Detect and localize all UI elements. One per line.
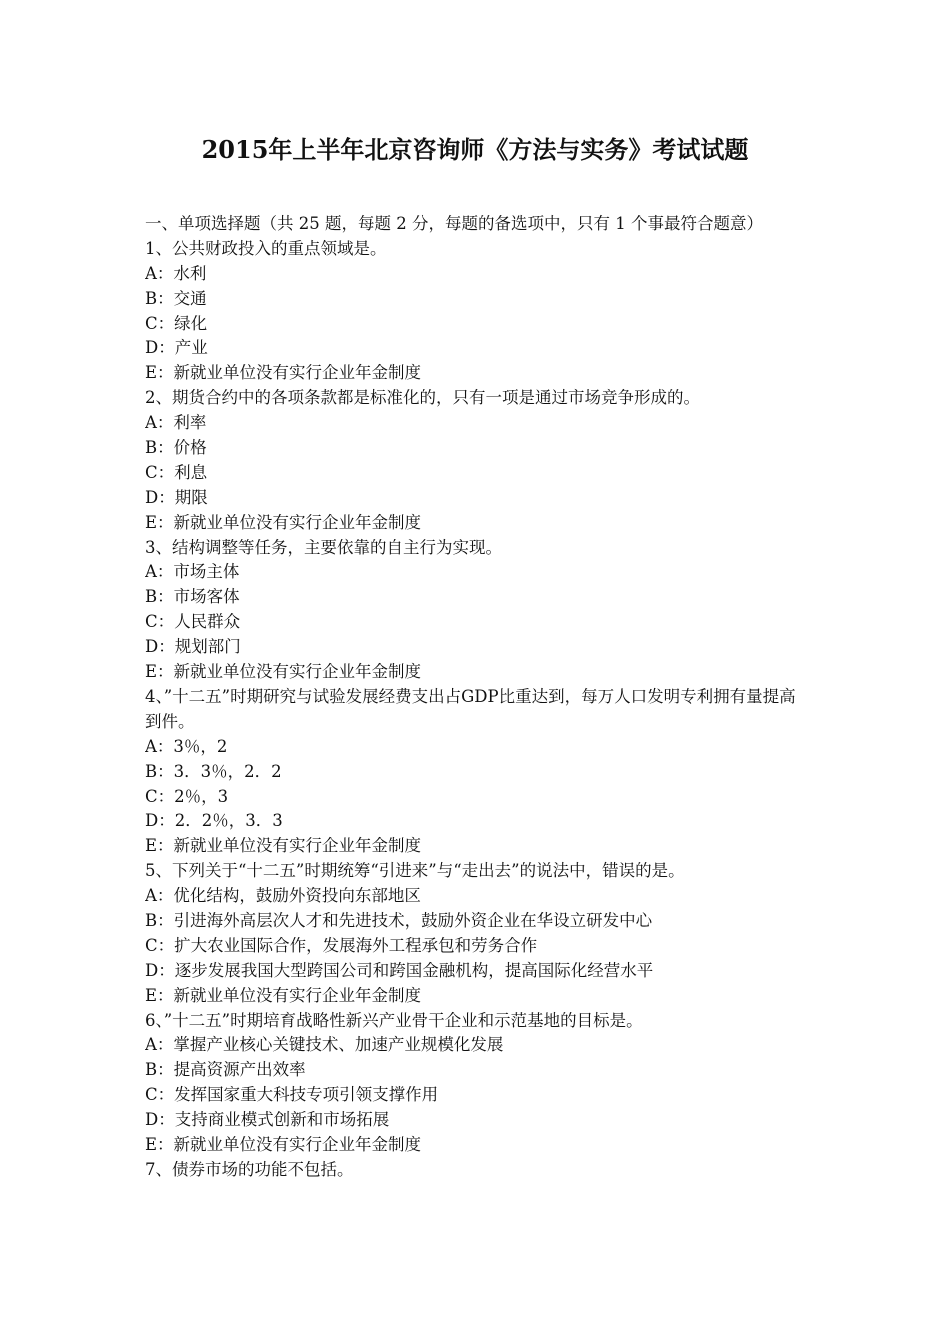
option-a: A：3％，2 bbox=[145, 736, 228, 756]
page-title: 2015年上半年北京咨询师《方法与实务》考试试题 bbox=[201, 135, 749, 164]
option-b: B：3．3％，2．2 bbox=[145, 761, 282, 781]
option-e: E：新就业单位没有实行企业年金制度 bbox=[145, 363, 422, 383]
section-header: 一、单项选择题（共 25 题，每题 2 分，每题的备选项中，只有 1 个事最符合题意） bbox=[145, 214, 763, 233]
option-a: A：利率 bbox=[145, 413, 207, 433]
option-a: A：水利 bbox=[145, 263, 207, 283]
option-c: C：绿化 bbox=[145, 313, 208, 333]
option-b: B：提高资源产出效率 bbox=[145, 1060, 306, 1080]
option-b: B：引进海外高层次人才和先进技术，鼓励外资企业在华设立研发中心 bbox=[145, 910, 653, 930]
option-c: C：2％，3 bbox=[145, 786, 229, 806]
question-stem: 7、债券市场的功能不包括。 bbox=[145, 1159, 354, 1179]
question-stem: 5、下列关于“十二五”时期统筹“引进来”与“走出去”的说法中，错误的是。 bbox=[145, 861, 685, 881]
option-e: E：新就业单位没有实行企业年金制度 bbox=[145, 512, 422, 532]
option-a: A：优化结构，鼓励外资投向东部地区 bbox=[145, 886, 421, 906]
question-stem: 4、”十二五”时期研究与试验发展经费支出占GDP比重达到，每万人口发明专利拥有量提高到件。 bbox=[145, 686, 796, 731]
option-c: C：发挥国家重大科技专项引领支撑作用 bbox=[145, 1085, 439, 1105]
option-d: D：规划部门 bbox=[145, 637, 241, 657]
option-d: D：产业 bbox=[145, 338, 208, 358]
option-d: D：支持商业模式创新和市场拓展 bbox=[145, 1110, 390, 1130]
option-b: B：市场客体 bbox=[145, 587, 240, 607]
option-b: B：价格 bbox=[145, 438, 207, 458]
question-stem: 2、期货合约中的各项条款都是标准化的，只有一项是通过市场竞争形成的。 bbox=[145, 388, 700, 408]
option-e: E：新就业单位没有实行企业年金制度 bbox=[145, 985, 422, 1005]
option-d: D：2．2％，3．3 bbox=[145, 811, 283, 831]
option-a: A：掌握产业核心关键技术、加速产业规模化发展 bbox=[145, 1035, 504, 1055]
option-c: C：利息 bbox=[145, 462, 208, 482]
document-body bbox=[145, 212, 809, 1183]
question-stem: 6、”十二五”时期培育战略性新兴产业骨干企业和示范基地的目标是。 bbox=[145, 1010, 643, 1030]
option-e: E：新就业单位没有实行企业年金制度 bbox=[145, 662, 422, 682]
option-c: C：扩大农业国际合作，发展海外工程承包和劳务合作 bbox=[145, 935, 538, 955]
option-e: E：新就业单位没有实行企业年金制度 bbox=[145, 1135, 422, 1154]
question-stem: 1、公共财政投入的重点领域是。 bbox=[145, 238, 387, 258]
option-e: E：新就业单位没有实行企业年金制度 bbox=[145, 836, 422, 856]
option-d: D：逐步发展我国大型跨国公司和跨国金融机构，提高国际化经营水平 bbox=[145, 960, 654, 980]
question-stem: 3、结构调整等任务，主要依靠的自主行为实现。 bbox=[145, 537, 502, 557]
option-d: D：期限 bbox=[145, 487, 208, 507]
option-a: A：市场主体 bbox=[145, 562, 240, 582]
option-c: C：人民群众 bbox=[145, 612, 241, 632]
option-b: B：交通 bbox=[145, 288, 207, 308]
